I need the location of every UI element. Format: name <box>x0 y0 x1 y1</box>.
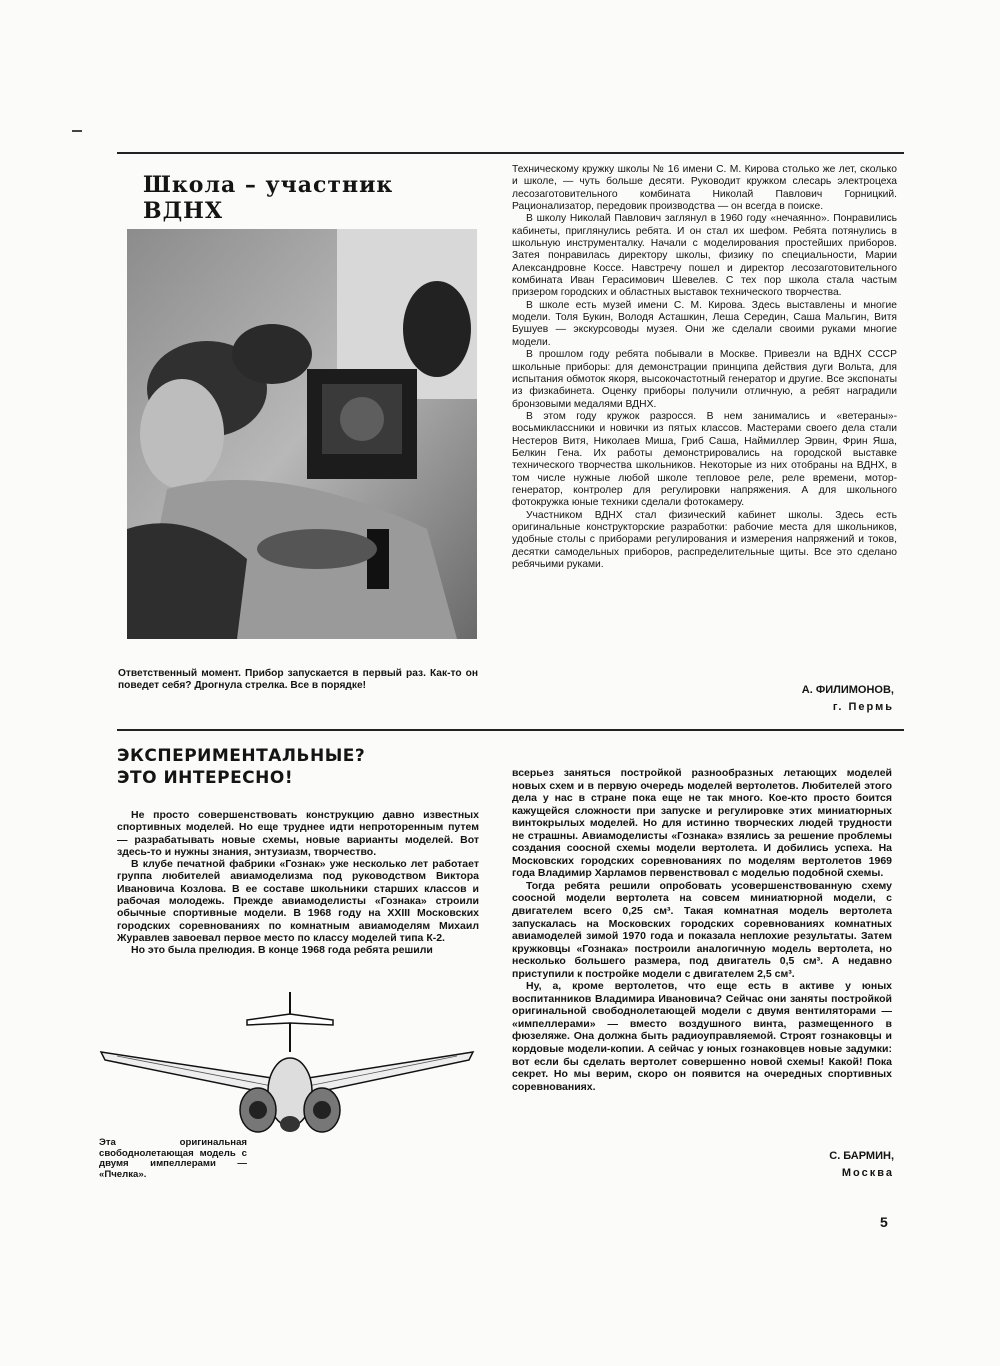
article1-title: Школа – участник ВДНХ <box>143 172 394 224</box>
article1-photo-caption: Ответственный момент. Прибор запускается в первый раз. Как-то он поведет себя? Дрогнула стрелка. Все в порядке! <box>118 668 478 691</box>
article2-city: Москва <box>841 1167 894 1179</box>
article1-city: г. Пермь <box>832 701 894 713</box>
article2-paragraph: Ну, а, кроме вертолетов, что еще есть в активе у юных воспитанников Владимира Ивановича? Сейчас они заняты постройкой оригинальной свободнолетающей модели с двумя вентиляторами — «импеллерами» — вместо воздушного винта, размещенного в фюзеляже. Она должна быть радиоуправляемой. Строят гознаковцы и кордовые модели-копии. А сейчас у юных гознаковцев новые задумки: вот если бы сделать вертолет совершенно новой схемы! Какой! Пока секрет. Но мы верим, скоро он появится на очередных спортивных соревнованиях. <box>512 980 892 1093</box>
article1-paragraph: В школе есть музей имени С. М. Кирова. Здесь выставлены и многие модели. Толя Букин, Володя Асташкин, Леша Середин, Саша Мальгин, Витя Бушуев — экскурсоводы музея. Они же сделали своими руками многие модели. <box>512 299 897 348</box>
page-number: 5 <box>880 1214 888 1230</box>
article1-paragraph: В этом году кружок разросся. В нем занимались и «ветераны»-восьмиклассники и новички из пятых классов. Мастерами своего дела стали Нестеров Витя, Николаев Миша, Гриб Саша, Наймиллер Эрвин, Фрин Яша, Белкин Гена. Их работы демонстрировались на городской выставке технического творчества школьников. Некоторые из них отобраны на ВДНХ, в том числе нужные любой школе тепловое реле, реле времени, мотор-генератор, контролер для регулировки напряжения. А для школьного фотокружка юные техники сделали фотокамеру. <box>512 410 897 509</box>
article2-paragraph: Не просто совершенствовать конструкцию давно известных спортивных моделей. Но еще труднее идти непроторенным путем — разрабатывать новые схемы, новые варианты моделей. Вот здесь-то и нужны знания, энтузиазм, творчество. <box>117 809 479 858</box>
article2-right-column <box>512 767 892 1093</box>
article2-title-line1: ЭКСПЕРИМЕНТАЛЬНЫЕ? <box>117 746 366 766</box>
top-rule <box>117 152 904 154</box>
article1-paragraph: В школу Николай Павлович заглянул в 1960 году «нечаянно». Понравились кабинеты, приглянулись ребята. И он стал их шефом. Ребята потянулись в школьную инструменталку. Начали с моделирования простейших приборов. Затея понравилась директору школы, физику по специальности, Марии Александровне Коссе. Навстречу пошел и директор лесозаготовительного комбината Иван Герасимович Шевелев. С тех пор школа стала частым призером городских и областных выставок технического творчества. <box>512 213 897 299</box>
article2-paragraph: всерьез заняться постройкой разнообразных летающих моделей новых схем и в первую очередь моделей вертолетов. Любителей этого дела у нас в стране пока еще не так много. Кое-кто просто боится кажущейся сложности при запуске и регулировке этих миниатюрных винтокрылых моделей. Но для истинно творческих людей трудности не страшны. Авиамоделисты «Гознака» взялись за решение проблемы создания соосной схемы модели вертолета. И добились успеха. На Московских городских соревнованиях по моделям вертолетов 1969 года Владимир Харламов первенствовал с моделью подобной схемы. <box>512 767 892 880</box>
article1-byline <box>802 682 894 716</box>
margin-mark <box>72 130 82 132</box>
airplane-model-drawing <box>97 992 477 1150</box>
section-rule <box>117 729 904 731</box>
article2-author: С. БАРМИН, <box>829 1150 894 1162</box>
article2-byline <box>829 1148 894 1182</box>
article1-body <box>512 164 897 571</box>
article2-paragraph: Тогда ребята решили опробовать усовершенствованную схему соосной модели вертолета на совсем миниатюрной модели, с двигателем всего 0,25 см³. Такая комнатная модель вертолета запускалась на Московских городских соревнованиях комнатных авиамоделей зимой 1970 года и показала неплохие результаты. Затем кружковцы «Гознака» построили аналогичную модель вертолета, но несколько большего размера, под двигатель 0,5 см³. А недавно приступили к постройке модели с двигателем 2,5 см³. <box>512 879 892 980</box>
article1-paragraph: В прошлом году ребята побывали в Москве. Привезли на ВДНХ СССР школьные приборы: для демонстрации принципа действия дуги Вольта, для испытания обмоток якоря, высокочастотный генератор и другие. Все экспонаты из физкабинета. Оценку приборы получили отличную, а ребят наградили бронзовыми медалями ВДНХ. <box>512 349 897 410</box>
article2-left-column <box>117 809 479 957</box>
article2-title <box>117 745 417 789</box>
article2-paragraph: Но это была прелюдия. В конце 1968 года ребята решили <box>131 944 433 957</box>
article1-photo <box>127 229 477 639</box>
article2-paragraph: В клубе печатной фабрики «Гознак» уже несколько лет работает группа любителей авиамоделизма под руководством Виктора Ивановича Козлова. В ее составе школьники старших классов и рабочая молодежь. Прежде авиамоделисты «Гознака» строили обычные спортивные модели. В 1968 году на XXIII Московских городских соревнованиях по комнатным авиамоделям Михаил Журавлев завоевал первое место по классу моделей типа К-2. <box>117 858 479 944</box>
article2-title-line2: ЭТО ИНТЕРЕСНО! <box>117 768 294 788</box>
article1-paragraph: Техническому кружку школы № 16 имени С. М. Кирова столько же лет, сколько и школе, — чуть больше десяти. Руководит кружком слесарь электроцеха лесозаготовительного комбината Николай Павлович Горницкий. Рационализатор, передовик производства — он всегда в поиске. <box>512 164 897 213</box>
airplane-caption: Эта оригинальная свободнолетающая модель с двумя импеллерами — «Пчелка». <box>99 1137 247 1180</box>
article1-paragraph: Участником ВДНХ стал физический кабинет школы. Здесь есть оригинальные конструкторские разработки: рабочие места для школьников, удобные столы с приборами регулирования и измерения напряжений и токов, десятки самодельных приборов, распределительные щиты. Все это сделано ребячьими руками. <box>512 509 897 570</box>
article1-author: А. ФИЛИМОНОВ, <box>801 684 894 696</box>
